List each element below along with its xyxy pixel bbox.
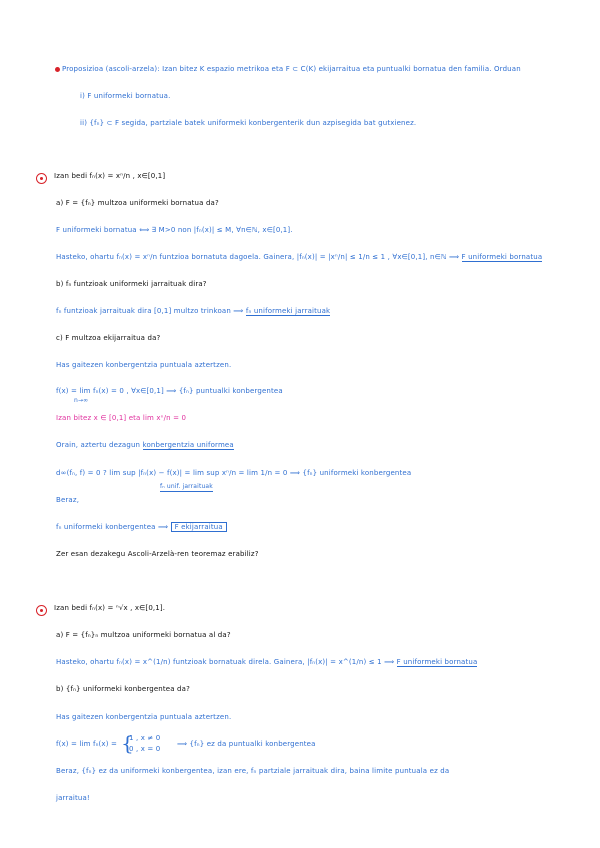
intro-bullet [55,67,60,72]
ex2-final-line2: jarraitua! [56,794,90,802]
ex2-question-b: b) {fₙ} uniformeki konbergentea da? [56,685,190,693]
ex2-answer-a-conclusion: F uniformeki bornatua [396,658,478,666]
ex1-answer-a-line2 [56,253,542,262]
ex1-answer-c-line1: Has gaitezen konbergentzia puntuala aztertzen. [56,361,232,369]
ex1-pointwise-limit-sub: n→∞ [74,397,89,404]
ex1-answer-b-conclusion: fₙ uniformeki jarraituak [245,307,331,315]
ex1-pink-note: Izan bitez x ∈ [0,1] eta lim xⁿ/n = 0 [56,414,187,422]
exercise-2-marker [36,605,47,616]
ex1-answer-b-text: fₙ funtzioak jarraituak dira [0,1] multzo trinkoan ⟹ [56,307,244,315]
ex1-answer-a-text: Hasteko, ohartu fₙ(x) = xⁿ/n funtzioa bornatuta dagoela. Gainera, |fₙ(x)| = |xⁿ/n| ≤ 1/n ≤ 1 , ∀x∈[0,1], n∈ℕ ⟹ [56,253,460,261]
ex1-question-b: b) fₙ funtzioak uniformeki jarraituak dira? [56,280,207,288]
ex1-uniform-heading-underlined: konbergentzia uniformea [142,441,234,449]
ex2-answer-b-line1: Has gaitezen konbergentzia puntuala aztertzen. [56,713,232,721]
exercise-1-title: Izan bedi fₙ(x) = xⁿ/n , x∈[0,1] [54,172,166,180]
ex1-uniform-limit-note: fₙ unif. jarraituak [160,483,213,490]
ex2-piecewise-case-2: 0 , x = 0 [129,745,161,753]
exercise-1-marker [36,173,47,184]
ex1-answer-b [56,307,330,316]
ex2-piecewise-brace: { [121,731,134,755]
ex1-conclusion-box: F ekijarraitua [171,522,227,532]
proposition-item-i: i) F uniformeki bornatua. [80,92,171,100]
ex1-answer-a-line1: F uniformeki bornatua ⟺ ∃ M>0 non |fₙ(x)| ≤ M, ∀n∈ℕ, x∈[0,1]. [56,226,293,234]
ex1-question-a: a) F = {fₙ} multzoa uniformeki bornatua da? [56,199,219,207]
ex2-pointwise-limit: f(x) = lim fₙ(x) = [56,740,117,748]
exercise-2-title: Izan bedi fₙ(x) = ⁿ√x , x∈[0,1]. [54,604,166,612]
ex2-piecewise-case-1: 1 , x ≠ 0 [129,734,161,742]
ex2-answer-a [56,658,477,667]
ex1-final-question: Zer esan dezakegu Ascoli-Arzelà-ren teoremaz erabiliz? [56,550,259,558]
ex1-conclusion-text: fₙ uniformeki konbergentea ⟹ [56,523,169,531]
ex2-pointwise-conclusion: ⟹ {fₙ} ez da puntualki konbergentea [177,740,316,748]
ex1-question-c: c) F multzoa ekijarraitua da? [56,334,161,342]
ex1-answer-a-conclusion: F uniformeki bornatua [461,253,543,261]
ex1-therefore: Beraz, [56,496,80,504]
ex1-uniform-heading-text: Orain, aztertu dezagun [56,441,141,449]
ex2-answer-a-text: Hasteko, ohartu fₙ(x) = x^(1/n) funtzioak bornatuak direla. Gainera, |fₙ(x)| = x^(1/n) ≤ 1 ⟹ [56,658,395,666]
ex1-pointwise-limit: f(x) = lim fₙ(x) = 0 , ∀x∈[0,1] ⟹ {fₙ} puntualki konbergentea [56,387,283,395]
proposition-item-ii: ii) {fₙ} ⊂ F segida, partziale batek uniformeki konbergenterik dun azpisegida bat gutxienez. [80,119,417,127]
ex2-question-a: a) F = {fₙ}ₙ multzoa uniformeki bornatua al da? [56,631,231,639]
ex1-uniform-limit: d∞(fₙ, f) = 0 ? lim sup |fₙ(x) − f(x)| = lim sup xⁿ/n = lim 1/n = 0 ⟹ {fₙ} uniformeki konbergentea [56,469,412,477]
ex1-conclusion [56,523,227,532]
ex1-uniform-heading [56,441,234,450]
ex2-final-line1: Beraz, {fₙ} ez da uniformeki konbergentea, izan ere, fₙ partziale jarraituak dira, baina limite puntuala ez da [56,767,450,775]
proposition-line: Proposizioa (ascoli-arzela): Izan bitez K espazio metrikoa eta F ⊂ C(K) ekijarraitua eta puntualki bornatua den familia. Orduan [62,65,521,73]
